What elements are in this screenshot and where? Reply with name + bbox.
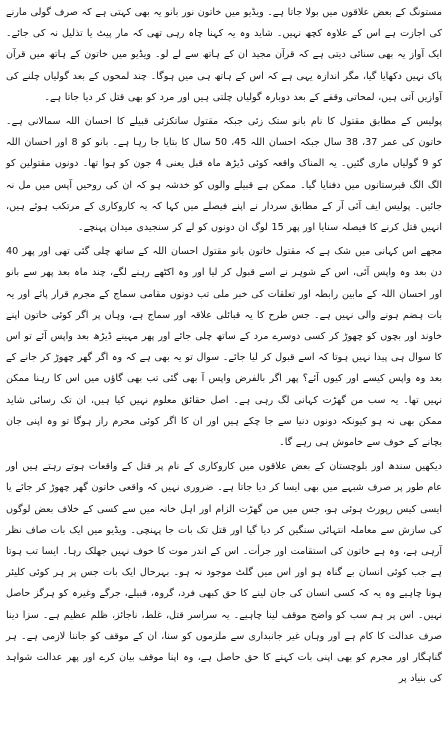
article-paragraph-1: مستونگ کے بعض علاقوں میں بولا جاتا ہے۔ ویڈیو میں خاتون نور بانو یہ بھی کہتی ہے کہ صرف گولی مارنے کی اجازت ہے اس کے علاوہ کچھ نہیں۔ شاید وہ یہ کہنا چاہ رہی تھی کہ مار پیٹ یا تذلیل نہ کی جائے۔ ایک آواز یہ بھی سنائی دیتی ہے کہ قرآن مجید ان کے ہاتھ سے لے لو۔ ویڈیو میں خاتون کے ہاتھ میں قرآن پاک نہیں دکھایا گیا، مگر اندازہ یہی ہے کہ اس کے ہاتھ ہی میں ہوگا۔ چند لمحوں کے بعد گولیاں چلنے کی آوازیں آتی ہیں، لمحاتی وقفے کے بعد دوبارہ گولیاں چلتی ہیں اور مرد کو بھی قتل کر دیا جاتا ہے۔ [6, 7, 442, 103]
article-paragraph-2: پولیس کے مطابق مقتول کا نام بانو ستک زئی جبکہ مقتول ساتکزئی قبیلے کا احسان اللہ سمالانی ہے۔ خاتون کی عمر 37، 38 سال جبکہ احسان اللہ 45، 50 سال کا بتایا جا رہا ہے۔ بانو کو 8 اور احسان اللہ کو 9 گولیاں ماری گئیں۔ یہ المناک واقعہ کوئی ڈیڑھ ماہ قبل یعنی 4 جون کو ہوا تھا۔ دونوں مقتولین کو الگ الگ قبرستانوں میں دفنایا گیا۔ ممکن ہے قبیلے والوں کو خدشہ ہو کہ ان کی روحیں آپس میں مل نہ جائیں۔ پولیس ایف آئی آر کے مطابق سردار نے اپنے فیصلے میں کہا کہ یہ کاروکاری کے مرتکب ہوئے ہیں، انہیں قتل کرنے کا فیصلہ سنایا اور پھر 15 لوگ ان دونوں کو لے کر سنجیدی میدان پہنچے۔ [6, 116, 443, 234]
article-paragraph-4: دیکھیں سندھ اور بلوچستان کے بعض علاقوں میں کاروکاری کے نام پر قتل کے واقعات ہوتے رہتے ہیں اور عام طور پر صرف شبہے میں بھی ایسا کر دیا جاتا ہے۔ ضروری نہیں کہ واقعی خاتون گھر چھوڑ کر جائے یا ایسی کیس رپورٹ ہوئی ہو، جس میں من گھڑت الزام اور اہل خانہ میں سے کسی کے خلاف بعض لوگوں کی سازش سے معاملہ انتہائی سنگین کر دیا گیا اور قتل تک بات جا پہنچی۔ ویڈیو میں ایک بات صاف نظر آرہی ہے، وہ ہے خاتون کی استقامت اور جرأت۔ اس کے اندر موت کا خوف نہیں جھلک رہا۔ ایسا تب ہوتا ہے جب کوئی انسان بے گناہ ہو اور اس میں گلٹ موجود نہ ہو۔ بہرحال ایک بات جس پر ہر کوئی کلیئر ہونا چاہیے وہ یہ کہ کسی انسان کی جان لینے کا حق کبھی فرد، گروہ، قبیلے، جرگے وغیرہ کو ہرگز حاصل نہیں۔ اس پر ہم سب کو واضح موقف لینا چاہیے۔ یہ سراسر قتل، غلط، ناجائز، ظلم عظیم ہے۔ سزا دینا صرف عدالت کا کام ہے اور وہاں غیر جانبداری سے ملزموں کو سنا، ان کے موقف کو جاننا لازمی ہے۔ ہر گناہگار اور مجرم کو بھی اپنی بات کہنے کا حق حاصل ہے، وہ اپنا موقف بیان کرے اور پھر عدالت شواہد کی بنیاد پر [6, 461, 442, 685]
article-paragraph-3: مجھے اس کہانی میں شک ہے کہ مقتول خاتون بانو مقتول احسان اللہ کے ساتھ چلی گئی تھی اور پھر 40 دن بعد وہ واپس آئی، اس کے شوہر نے اسے قبول کر لیا اور وہ اکٹھے رہنے لگے، چند ماہ بعد پھر سے بانو اور احسان اللہ کے مابین رابطہ اور تعلقات کی خبر ملی تب دونوں مقامی سماج کے مجرم قرار پائے اور یہ بات ہضم ہونے والی نہیں ہے۔ جس طرح کا یہ قبائلی علاقہ اور سماج ہے، وہاں پر اگر کوئی خاتون اپنے خاوند اور بچوں کو چھوڑ کر کسی دوسرے مرد کے ساتھ چلی جائے اور پھر مہینے ڈیڑھ بعد واپس آئے تو اس کا سوال ہی پیدا نہیں ہوتا کہ اسے قبول کر لیا جائے۔ سوال تو یہ بھی ہے کہ وہ اگر گھر چھوڑ کر جانے کے بعد وہ واپس کیسے اور کیوں آئے؟ پھر اگر بالفرض واپس آ بھی گئی تب بھی گاؤں میں اس کا رہنا ممکن نہیں تھا۔ یہ سب من گھڑت کہانی لگ رہی ہے۔ اصل حقائق معلوم نہیں کیا ہیں، ان تک رسائی شاید ممکن بھی نہ ہو کیونکہ دونوں دنیا سے جا چکے ہیں اور ان کا اگر کوئی محرم راز ہوگا تو وہ اپنی جان بچانے کے خوف سے خاموش ہی رہے گا۔ [6, 246, 442, 449]
